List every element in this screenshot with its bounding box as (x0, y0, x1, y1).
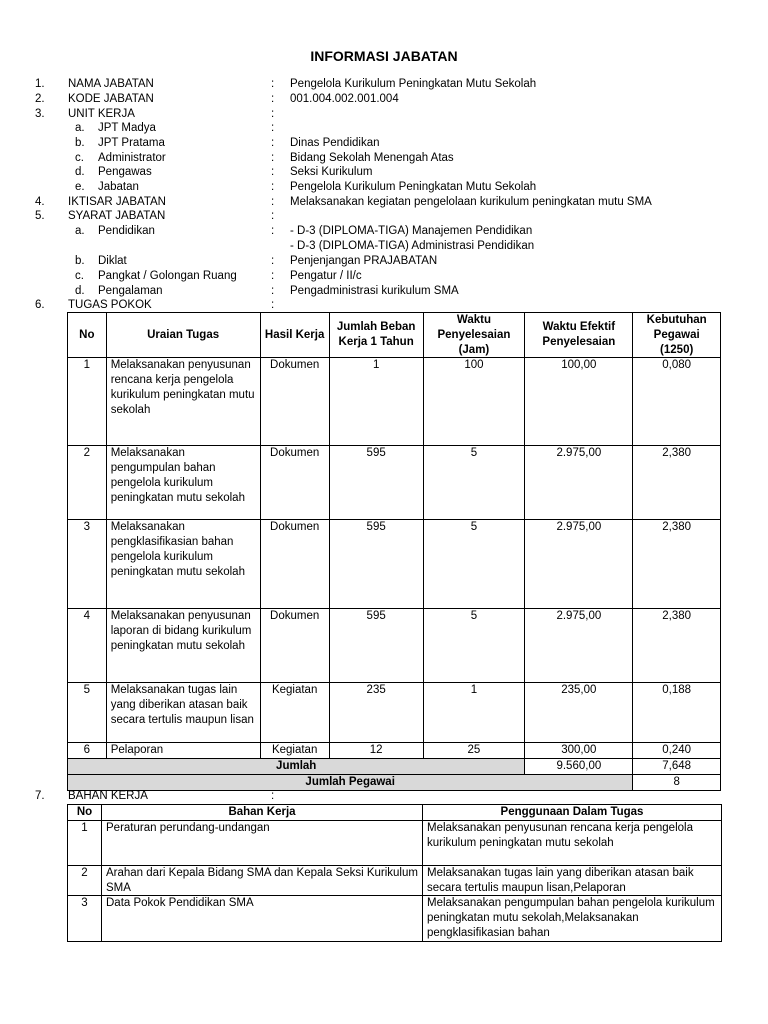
cell-penggunaan: Melaksanakan pengumpulan bahan pengelola kurikulum peningkatan mutu sekolah,Melaksanakan pengklasifikasian bahan (423, 896, 722, 942)
cell-hasil: Kegiatan (260, 683, 329, 743)
colon: : (271, 152, 275, 164)
cell-no: 1 (68, 358, 107, 446)
field-number: 7. (35, 790, 45, 802)
cell-waktu: 5 (423, 446, 525, 520)
table-row (68, 446, 721, 520)
colon: : (271, 225, 275, 237)
field-number: 2. (35, 93, 45, 105)
colon: : (271, 299, 275, 311)
cell-jumlah: 235 (329, 683, 423, 743)
item-letter: b. (75, 255, 85, 267)
header-no: No (68, 313, 107, 358)
cell-hasil: Dokumen (260, 520, 329, 609)
field-label: UNIT KERJA (68, 108, 135, 120)
item-label: Administrator (98, 152, 166, 164)
item-value: Pengelola Kurikulum Peningkatan Mutu Sekolah (290, 181, 537, 193)
cell-no: 1 (68, 820, 102, 865)
field-value: 001.004.002.001.004 (290, 93, 399, 105)
field-number: 1. (35, 78, 45, 90)
header-kebutuhan: Kebutuhan Pegawai (1250) (633, 313, 721, 358)
item-letter: a. (75, 122, 85, 134)
cell-waktu: 100 (423, 358, 525, 446)
cell-jumlah: 1 (329, 358, 423, 446)
header-jumlah: Jumlah Beban Kerja 1 Tahun (329, 313, 423, 358)
cell-hasil: Dokumen (260, 609, 329, 683)
colon: : (271, 790, 275, 802)
field-value: Melaksanakan kegiatan pengelolaan kurikulum peningkatan mutu SMA (290, 196, 652, 208)
cell-efektif: 100,00 (525, 358, 633, 446)
cell-kebutuhan: 0,188 (633, 683, 721, 743)
table-row (68, 683, 721, 743)
field-number: 6. (35, 299, 45, 311)
cell-hasil: Dokumen (260, 446, 329, 520)
field-label: IKTISAR JABATAN (68, 196, 166, 208)
cell-no: 3 (68, 896, 102, 942)
item-letter: b. (75, 137, 85, 149)
field-value: Pengelola Kurikulum Peningkatan Mutu Sekolah (290, 78, 537, 90)
colon: : (271, 196, 275, 208)
jumlah-kebutuhan: 7,648 (633, 759, 721, 775)
document-title: INFORMASI JABATAN (310, 48, 458, 64)
colon: : (271, 210, 275, 222)
cell-jumlah: 12 (329, 743, 423, 759)
header-waktu: Waktu Penyelesaian (Jam) (423, 313, 525, 358)
cell-uraian: Melaksanakan penyusunan rencana kerja pengelola kurikulum peningkatan mutu sekolah (106, 358, 260, 446)
cell-bahan: Data Pokok Pendidikan SMA (102, 896, 423, 942)
colon: : (271, 181, 275, 193)
item-letter: c. (75, 152, 84, 164)
item-value: Pengatur / II/c (290, 270, 362, 282)
item-value: Bidang Sekolah Menengah Atas (290, 152, 454, 164)
colon: : (271, 108, 275, 120)
cell-kebutuhan: 2,380 (633, 609, 721, 683)
field-label: BAHAN KERJA (68, 790, 148, 802)
header-hasil: Hasil Kerja (260, 313, 329, 358)
cell-kebutuhan: 2,380 (633, 520, 721, 609)
cell-efektif: 2.975,00 (525, 520, 633, 609)
header-efektif: Waktu Efektif Penyelesaian (525, 313, 633, 358)
cell-waktu: 1 (423, 683, 525, 743)
item-label: Pengalaman (98, 285, 163, 297)
item-value: Seksi Kurikulum (290, 166, 373, 178)
colon: : (271, 93, 275, 105)
cell-hasil: Kegiatan (260, 743, 329, 759)
jumlah-pegawai-value: 8 (633, 774, 721, 790)
item-label: Pengawas (98, 166, 152, 178)
item-letter: a. (75, 225, 85, 237)
header-penggunaan: Penggunaan Dalam Tugas (423, 805, 722, 821)
cell-waktu: 25 (423, 743, 525, 759)
header-bahan: Bahan Kerja (102, 805, 423, 821)
colon: : (271, 166, 275, 178)
cell-no: 5 (68, 683, 107, 743)
cell-uraian: Melaksanakan pengklasifikasian bahan pengelola kurikulum peningkatan mutu sekolah (106, 520, 260, 609)
item-label: JPT Madya (98, 122, 156, 134)
cell-no: 6 (68, 743, 107, 759)
cell-efektif: 235,00 (525, 683, 633, 743)
field-number: 3. (35, 108, 45, 120)
header-uraian: Uraian Tugas (106, 313, 260, 358)
table-row (68, 896, 722, 942)
cell-uraian: Melaksanakan pengumpulan bahan pengelola kurikulum peningkatan mutu sekolah (106, 446, 260, 520)
colon: : (271, 122, 275, 134)
field-number: 5. (35, 210, 45, 222)
cell-jumlah: 595 (329, 520, 423, 609)
cell-efektif: 300,00 (525, 743, 633, 759)
cell-efektif: 2.975,00 (525, 446, 633, 520)
tugas-pokok-table (67, 312, 721, 791)
item-label: Diklat (98, 255, 127, 267)
item-label: Pendidikan (98, 225, 155, 237)
cell-kebutuhan: 2,380 (633, 446, 721, 520)
jumlah-label: Jumlah (68, 759, 525, 775)
field-label: KODE JABATAN (68, 93, 154, 105)
cell-bahan: Arahan dari Kepala Bidang SMA dan Kepala Seksi Kurikulum SMA (102, 865, 423, 896)
item-letter: e. (75, 181, 85, 193)
cell-penggunaan: Melaksanakan tugas lain yang diberikan atasan baik secara tertulis maupun lisan,Pelaporan (423, 865, 722, 896)
item-value: - D-3 (DIPLOMA-TIGA) Administrasi Pendidikan (290, 240, 535, 252)
colon: : (271, 137, 275, 149)
cell-no: 2 (68, 865, 102, 896)
field-label: TUGAS POKOK (68, 299, 152, 311)
cell-kebutuhan: 0,080 (633, 358, 721, 446)
table-header-row (68, 805, 722, 821)
jumlah-pegawai-label: Jumlah Pegawai (68, 774, 633, 790)
cell-penggunaan: Melaksanakan penyusunan rencana kerja pengelola kurikulum peningkatan mutu sekolah (423, 820, 722, 865)
table-row (68, 820, 722, 865)
table-row (68, 865, 722, 896)
cell-efektif: 2.975,00 (525, 609, 633, 683)
cell-hasil: Dokumen (260, 358, 329, 446)
field-label: NAMA JABATAN (68, 78, 154, 90)
colon: : (271, 285, 275, 297)
cell-bahan: Peraturan perundang-undangan (102, 820, 423, 865)
jumlah-pegawai-row (68, 774, 721, 790)
item-value: Pengadministrasi kurikulum SMA (290, 285, 459, 297)
item-value: Dinas Pendidikan (290, 137, 380, 149)
field-label: SYARAT JABATAN (68, 210, 166, 222)
header-no: No (68, 805, 102, 821)
colon: : (271, 255, 275, 267)
bahan-kerja-table (67, 804, 722, 942)
item-letter: d. (75, 285, 85, 297)
table-row (68, 743, 721, 759)
colon: : (271, 270, 275, 282)
cell-waktu: 5 (423, 609, 525, 683)
table-header-row (68, 313, 721, 358)
item-label: Pangkat / Golongan Ruang (98, 270, 237, 282)
cell-jumlah: 595 (329, 609, 423, 683)
item-label: JPT Pratama (98, 137, 165, 149)
cell-no: 4 (68, 609, 107, 683)
table-row (68, 520, 721, 609)
cell-jumlah: 595 (329, 446, 423, 520)
jumlah-efektif: 9.560,00 (525, 759, 633, 775)
item-value: Penjenjangan PRAJABATAN (290, 255, 438, 267)
field-number: 4. (35, 196, 45, 208)
cell-uraian: Pelaporan (106, 743, 260, 759)
cell-no: 2 (68, 446, 107, 520)
item-letter: c. (75, 270, 84, 282)
jumlah-row (68, 759, 721, 775)
cell-waktu: 5 (423, 520, 525, 609)
table-row (68, 609, 721, 683)
cell-no: 3 (68, 520, 107, 609)
cell-uraian: Melaksanakan tugas lain yang diberikan atasan baik secara tertulis maupun lisan (106, 683, 260, 743)
item-label: Jabatan (98, 181, 139, 193)
table-row (68, 358, 721, 446)
item-value: - D-3 (DIPLOMA-TIGA) Manajemen Pendidikan (290, 225, 533, 237)
cell-uraian: Melaksanakan penyusunan laporan di bidang kurikulum peningkatan mutu sekolah (106, 609, 260, 683)
colon: : (271, 78, 275, 90)
item-letter: d. (75, 166, 85, 178)
cell-kebutuhan: 0,240 (633, 743, 721, 759)
